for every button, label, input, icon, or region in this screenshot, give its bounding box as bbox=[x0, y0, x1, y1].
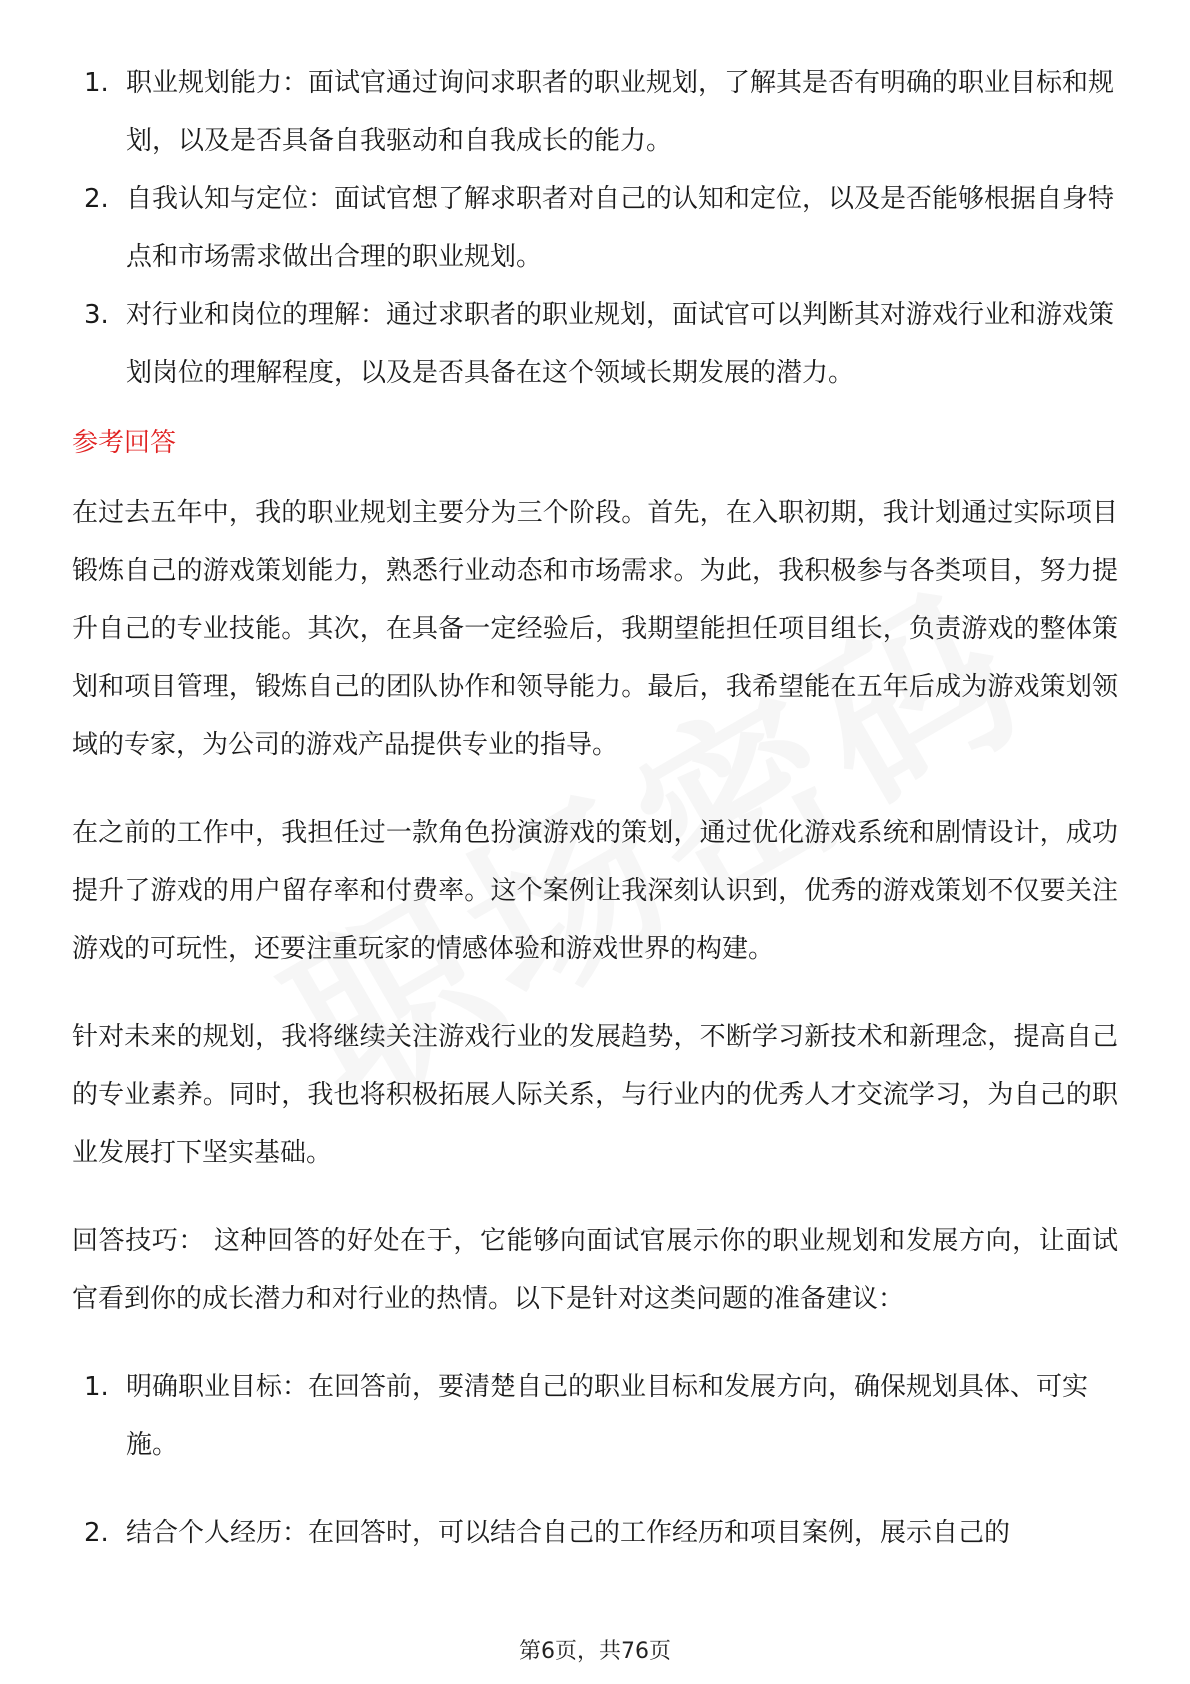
list-item bbox=[72, 1504, 1118, 1562]
list-number: 2. bbox=[84, 184, 109, 214]
tips-paragraph: 回答技巧： 这种回答的好处在于，它能够向面试官展示你的职业规划和发展方向，让面试官看到你的成长潜力和对行业的热情。以下是针对这类问题的准备建议： bbox=[72, 1226, 1118, 1314]
page-content bbox=[72, 54, 1118, 1592]
list-item-text: 自我认知与定位：面试官想了解求职者对自己的认知和定位，以及是否能够根据自身特点和市场需求做出合理的职业规划。 bbox=[126, 184, 1115, 272]
answer-paragraph: 针对未来的规划，我将继续关注游戏行业的发展趋势，不断学习新技术和新理念，提高自己的专业素养。同时，我也将积极拓展人际关系，与行业内的优秀人才交流学习，为自己的职业发展打下坚实基础。 bbox=[72, 1022, 1118, 1168]
interviewer-intent-list bbox=[72, 54, 1118, 402]
list-item bbox=[72, 286, 1118, 402]
section-title: 参考回答 bbox=[72, 428, 177, 458]
list-item bbox=[72, 1358, 1118, 1474]
list-number: 3. bbox=[84, 300, 109, 330]
list-item-text: 结合个人经历：在回答时，可以结合自己的工作经历和项目案例，展示自己的 bbox=[126, 1518, 1011, 1548]
preparation-tips-list bbox=[72, 1358, 1118, 1562]
list-number: 2. bbox=[84, 1518, 109, 1548]
page-number-footer: 第6页，共76页 bbox=[519, 1639, 671, 1664]
list-item-text: 职业规划能力：面试官通过询问求职者的职业规划，了解其是否有明确的职业目标和规划，以及是否具备自我驱动和自我成长的能力。 bbox=[126, 68, 1115, 156]
list-item-text: 明确职业目标：在回答前，要清楚自己的职业目标和发展方向，确保规划具体、可实施。 bbox=[126, 1372, 1089, 1460]
list-item bbox=[72, 170, 1118, 286]
list-number: 1. bbox=[84, 68, 109, 98]
answer-paragraph: 在过去五年中，我的职业规划主要分为三个阶段。首先，在入职初期，我计划通过实际项目锻炼自己的游戏策划能力，熟悉行业动态和市场需求。为此，我积极参与各类项目，努力提升自己的专业技能。其次，在具备一定经验后，我期望能担任项目组长，负责游戏的整体策划和项目管理，锻炼自己的团队协作和领导能力。最后，我希望能在五年后成为游戏策划领域的专家，为公司的游戏产品提供专业的指导。 bbox=[72, 498, 1118, 760]
list-item-text: 对行业和岗位的理解：通过求职者的职业规划，面试官可以判断其对游戏行业和游戏策划岗位的理解程度，以及是否具备在这个领域长期发展的潜力。 bbox=[126, 300, 1115, 388]
answer-paragraph: 在之前的工作中，我担任过一款角色扮演游戏的策划，通过优化游戏系统和剧情设计，成功提升了游戏的用户留存率和付费率。这个案例让我深刻认识到，优秀的游戏策划不仅要关注游戏的可玩性，还要注重玩家的情感体验和游戏世界的构建。 bbox=[72, 818, 1118, 964]
list-item bbox=[72, 54, 1118, 170]
list-number: 1. bbox=[84, 1372, 109, 1402]
